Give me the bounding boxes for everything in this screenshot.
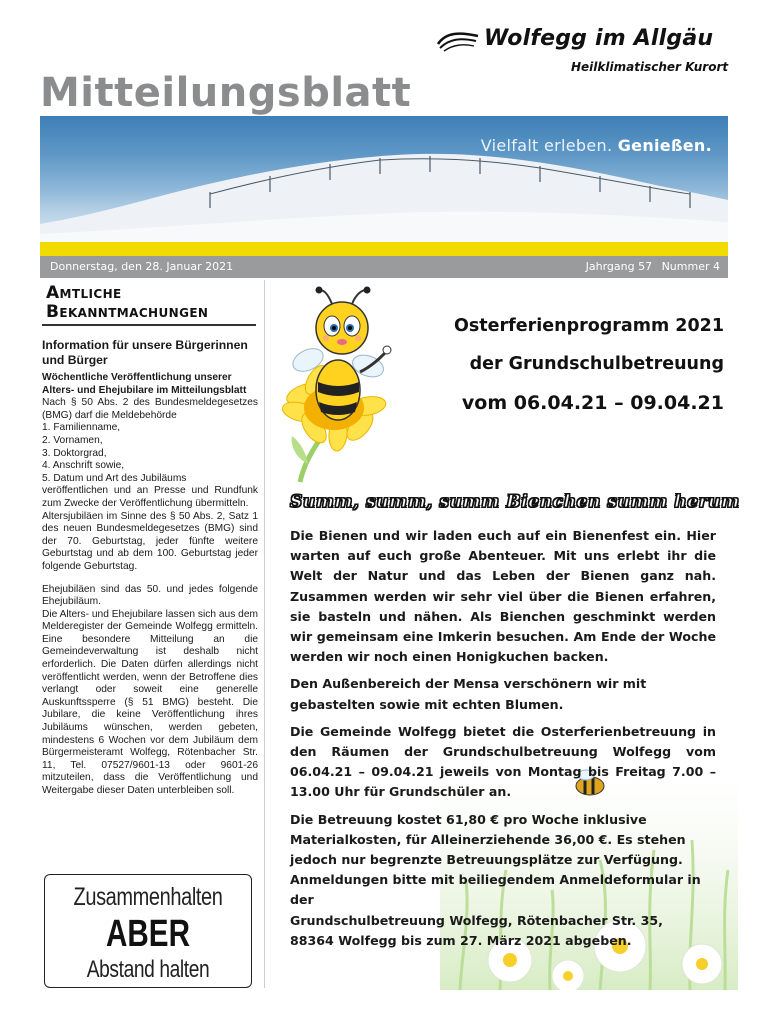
article-paragraph: veröffentlichen und an Presse und Rundfunk zum Zwecke der Veröffentlichung übermitteln. [42, 485, 258, 509]
logo-tagline: Heilklimatischer Kurort [571, 60, 729, 74]
article-paragraph: Nach § 50 Abs. 2 des Bundesmeldegesetzes (BMG) darf die Meldebehörde [42, 397, 258, 421]
flyer-line: 88364 Wolfegg bis zum 27. März 2021 abgeben. [290, 932, 632, 948]
flyer-line: Grundschulbetreuung Wolfegg, Rötenbacher Str. 35, [290, 912, 663, 928]
flyer-paragraph: Die Bienen und wir laden euch auf ein Bienenfest ein. Hier warten auf euch große Abenteuer. Mit uns erlebt ihr die Welt der Natur und das Leben der Bienen ganz nah. Zusammen werden wir sehr viel über die Bienen erfahren, sie basteln und nähen. Als Bienchen geschminkt werden wir gemeinsam eine Imkerin besuchen. Am Ende der Woche werden wir noch einen Honigkuchen backen. [290, 528, 716, 665]
article-title: Information für unsere Bürgerinnen und Bürger [42, 338, 248, 367]
flyer-paragraph: Die Gemeinde Wolfegg bietet die Osterferienbetreuung in den Räumen der Grundschulbetreuung Wolfegg vom 06.04.21 – 09.04.21 jeweils von Montag bis Freitag 7.00 – 13.00 Uhr für Grundschüler an. [290, 723, 716, 800]
issue-info-bar [40, 256, 728, 278]
flyer-title-line2: der Grundschulbetreuung [469, 354, 724, 374]
article-paragraph: Ehejubiläen sind das 50. und jedes folgende Ehejubiläum. [42, 583, 258, 608]
flyer-paragraph: Den Außenbereich der Mensa verschönern wir mit gebastelten sowie mit echten Blumen. [290, 676, 647, 712]
banner-slogan [481, 136, 712, 155]
notice-line2: ABER [106, 913, 190, 955]
section-heading [46, 284, 258, 322]
issue-date: Donnerstag, den 28. Januar 2021 [50, 260, 234, 273]
notice-line1: Zusammenhalten [73, 883, 223, 911]
slogan-plain: Vielfalt erleben. [480, 136, 613, 155]
section-heading-line1: Amtliche [46, 283, 122, 303]
article-paragraph: Altersjubiläen im Sinne des § 50 Abs. 2, Satz 1 des neuen Bundesmeldegesetzes (BMG) sind der 70. Geburtstag, jeder fünfte weitere Geburtstag und ab dem 100. Geburtstag jeder folgende Geburtstag. [42, 510, 258, 572]
list-item: 2. Vornamen, [42, 434, 103, 446]
flyer-line: Die Betreuung kostet 61,80 € pro Woche inklusive [290, 811, 647, 827]
list-item: 1. Familienname, [42, 422, 121, 434]
flyer-line: Materialkosten, für Alleinerziehende 36,00 €. Es stehen [290, 831, 686, 847]
header-banner-image [40, 116, 728, 246]
list-item: 3. Doktorgrad, [42, 447, 107, 459]
flyer-line: Anmeldungen bitte mit beiliegendem Anmeldeformular in der [290, 872, 701, 908]
official-notice-article [42, 338, 258, 798]
issue-number: Nummer 4 [661, 260, 720, 273]
section-heading-line2: Bekanntmachungen [46, 302, 209, 322]
logo-swoosh-icon [436, 28, 480, 52]
yellow-accent-bar [40, 242, 728, 256]
list-item: 5. Datum und Art des Jubiläums [42, 472, 187, 484]
slogan-bold: Genießen. [617, 136, 712, 155]
flyer-body [290, 526, 716, 951]
article-paragraph: Die Alters- und Ehejubilare lassen sich aus dem Melderegister der Gemeinde Wolfegg ermitteln. Eine besondere Mitteilung an die Gemeindeverwaltung ist deshalb nicht erforderlich. Die Daten dürfen allerdings nicht veröffentlicht werden, wenn der Betroffene dies verlangt oder soweit eine generelle Auskunftssperre (§ 51 BMG) besteht. Die Jubilare, die keine Veröffentlichung ihres Jubiläums wünschen, werden gebeten, mindestens 6 Wochen vor dem Jubiläum dem Bürgermeisteramt Wolfegg, Rötenbacher Str. 11, Tel. 07527/9601-13 oder 9601-26 mitzuteilen, dass die Veröffentlichung und Weitergabe dieser Daten unterbleiben soll. [42, 608, 258, 796]
bee-on-flower-illustration [282, 286, 412, 486]
section-heading-rule [42, 324, 256, 326]
list-item: 4. Anschrift sowie, [42, 460, 125, 472]
wolfegg-logo [436, 26, 736, 54]
issue-volume-number [586, 260, 720, 273]
article-subtitle: Wöchentliche Veröffentlichung unserer Alters- und Ehejubilare im Mitteilungsblatt [42, 372, 247, 396]
issue-volume: Jahrgang 57 [585, 260, 653, 273]
publication-title: Mitteilungsblatt [40, 70, 412, 116]
column-divider [264, 280, 265, 988]
data-field-list [42, 422, 258, 485]
flyer-title-line3: vom 06.04.21 – 09.04.21 [461, 392, 724, 414]
flyer-title-line1: Osterferienprogramm 2021 [453, 316, 724, 336]
logo-name: Wolfegg im Allgäu [484, 26, 714, 51]
distance-notice-box [44, 874, 252, 988]
flyer-line: jedoch nur begrenzte Betreuungsplätze zur Verfügung. [290, 852, 683, 868]
notice-line3: Abstand halten [86, 956, 210, 983]
flyer-motto: Summ, summ, summ Bienchen summ herum [290, 492, 740, 512]
flyer-registration-paragraph [290, 810, 716, 951]
